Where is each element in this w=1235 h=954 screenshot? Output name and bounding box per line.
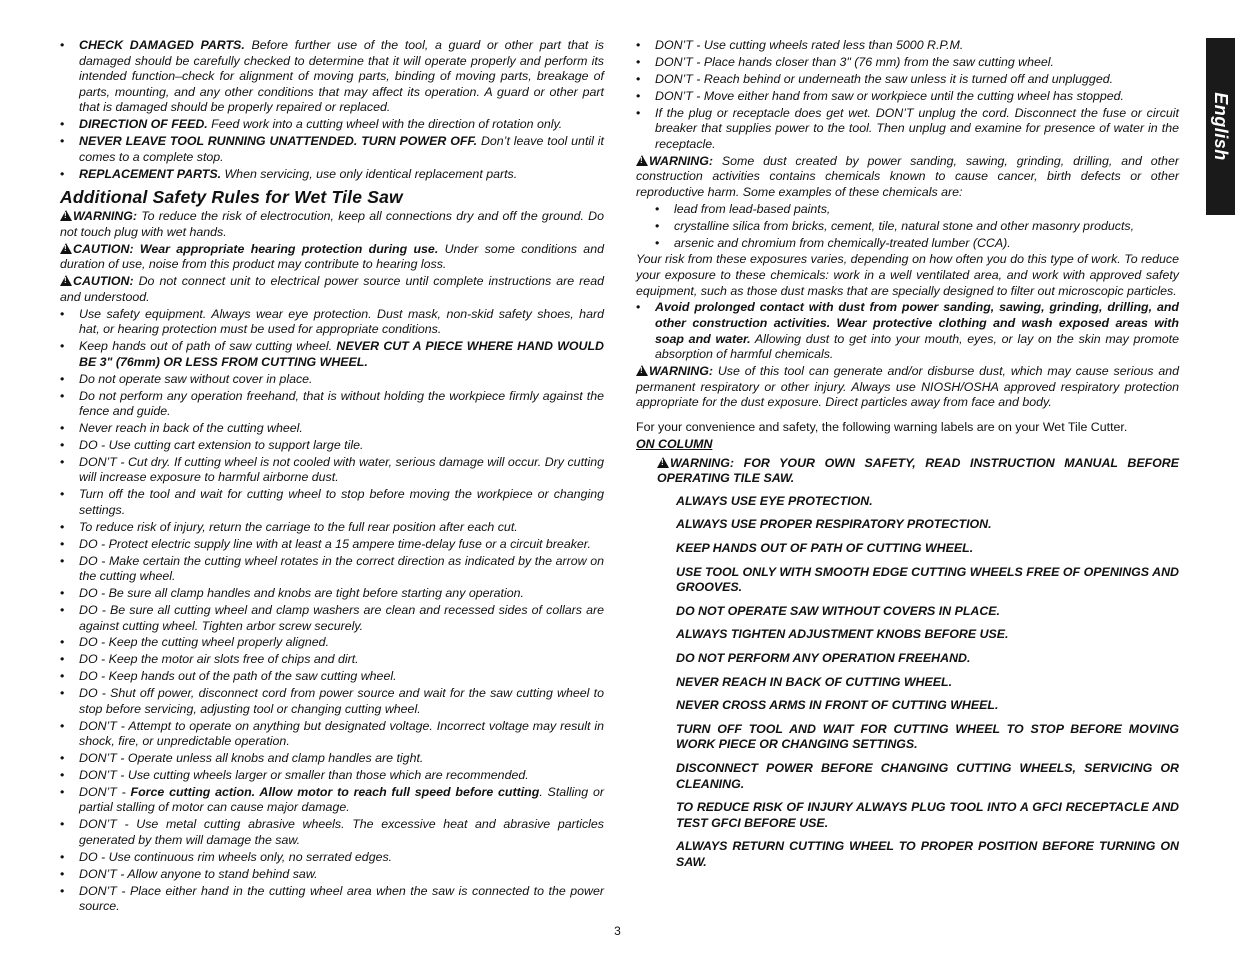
- warning-triangle-icon: [60, 243, 72, 254]
- list-item: USE TOOL ONLY WITH SMOOTH EDGE CUTTING WHEELS FREE OF OPENINGS AND GROOVES.: [676, 564, 1179, 595]
- warning-triangle-icon: [636, 155, 648, 166]
- list-item: • Keep hands out of path of saw cutting wheel. NEVER CUT A PIECE WHERE HAND WOULD BE 3" (76mm) OR LESS FROM CUTTING WHEEL.: [60, 339, 604, 370]
- list-item: • DON’T - Attempt to operate on anything but designated voltage. Incorrect voltage may result in shock, fire, or unpredictable operation.: [60, 719, 604, 750]
- list-item: • DON’T - Reach behind or underneath the saw unless it is turned off and unplugged.: [636, 72, 1179, 88]
- list-item: • DO - Keep the cutting wheel properly aligned.: [60, 635, 604, 651]
- warning-triangle-icon: [60, 210, 72, 221]
- list-item: ALWAYS RETURN CUTTING WHEEL TO PROPER POSITION BEFORE TURNING ON SAW.: [676, 839, 1179, 869]
- on-column-heading: ON COLUMN: [636, 437, 713, 452]
- language-tab-label: English: [1211, 92, 1232, 161]
- list-item: • DO - Make certain the cutting wheel rotates in the correct direction as indicated by the arrow on the cutting wheel.: [60, 554, 604, 585]
- list-item: • To reduce risk of injury, return the carriage to the full rear position after each cut.: [60, 520, 604, 536]
- list-item: • Use safety equipment. Always wear eye protection. Dust mask, non-skid safety shoes, hard hat, or hearing protection must be used for appropriate conditions.: [60, 307, 604, 338]
- list-item: • crystalline silica from bricks, cement, tile, natural stone and other masonry products,: [655, 219, 1179, 235]
- caution-paragraph: !CAUTION: Wear appropriate hearing protection during use. Under some conditions and duration of use, noise from this product may contribute to hearing loss.: [60, 242, 604, 273]
- safety-bullet-list: [60, 307, 604, 915]
- list-item: DISCONNECT POWER BEFORE CHANGING CUTTING WHEELS, SERVICING OR CLEANING.: [676, 761, 1179, 791]
- list-item: • Never reach in back of the cutting wheel.: [60, 421, 604, 437]
- list-item: • lead from lead-based paints,: [655, 202, 1179, 218]
- list-item: • DO - Be sure all cutting wheel and clamp washers are clean and recessed sides of collars are against cutting wheel. Tighten arbor screw securely.: [60, 603, 604, 634]
- list-item: • DO - Shut off power, disconnect cord from power source and wait for the saw cutting wheel to stop before servicing, adjusting tool or changing cutting wheel.: [60, 686, 604, 717]
- list-item: TO REDUCE RISK OF INJURY ALWAYS PLUG TOOL INTO A GFCI RECEPTACLE AND TEST GFCI BEFORE USE.: [676, 800, 1179, 830]
- list-item: • DON’T - Place either hand in the cutting wheel area when the saw is connected to the power source.: [60, 884, 604, 915]
- list-item: • DON’T - Place hands closer than 3" (76 mm) from the saw cutting wheel.: [636, 55, 1179, 71]
- list-item: • DO - Be sure all clamp handles and knobs are tight before starting any operation.: [60, 586, 604, 602]
- list-item: • NEVER LEAVE TOOL RUNNING UNATTENDED. TURN POWER OFF. Don’t leave tool until it comes to a complete stop.: [60, 134, 604, 165]
- page-number: 3: [614, 924, 621, 938]
- list-item: ALWAYS USE EYE PROTECTION.: [676, 493, 873, 508]
- list-item: • DON’T - Use cutting wheels rated less than 5000 R.P.M.: [636, 38, 1179, 54]
- dont-bullet-list: [636, 38, 1179, 152]
- list-item: • DO - Keep hands out of the path of the saw cutting wheel.: [60, 669, 604, 685]
- list-item: • DON’T - Move either hand from saw or workpiece until the cutting wheel has stopped.: [636, 89, 1179, 105]
- list-item: TURN OFF TOOL AND WAIT FOR CUTTING WHEEL TO STOP BEFORE MOVING WORK PIECE OR CHANGING SETTINGS.: [676, 721, 1179, 752]
- spacer: [636, 412, 1179, 420]
- list-item: • DON’T - Allow anyone to stand behind saw.: [60, 867, 604, 883]
- list-item: • DO - Use cutting cart extension to support large tile.: [60, 438, 604, 454]
- list-item: • DON’T - Use cutting wheels larger or smaller than those which are recommended.: [60, 768, 604, 784]
- chemical-list: [636, 202, 1179, 251]
- warning-triangle-icon: [60, 275, 72, 286]
- list-item: ALWAYS USE PROPER RESPIRATORY PROTECTION.: [676, 517, 992, 532]
- left-column: [60, 38, 604, 916]
- list-item: • REPLACEMENT PARTS. When servicing, use only identical replacement parts.: [60, 167, 604, 183]
- warning-paragraph: !WARNING: Some dust created by power sanding, sawing, grinding, drilling, and other construction activities contains chemicals known to cause cancer, birth defects or other reproductive harm. Some examples of these chemicals are:: [636, 154, 1179, 201]
- list-item: • DON’T - Force cutting action. Allow motor to reach full speed before cutting. Stalling or partial stalling of motor can cause major damage.: [60, 785, 604, 816]
- list-item: KEEP HANDS OUT OF PATH OF CUTTING WHEEL.: [676, 541, 974, 556]
- list-item: • Turn off the tool and wait for cutting wheel to stop before moving the workpiece or changing settings.: [60, 487, 604, 518]
- list-item: • Avoid prolonged contact with dust from power sanding, sawing, grinding, drilling, and other construction activities. Wear protective clothing and wash exposed areas with soap and water. Allowing dust to get into your mouth, eyes, or lay on the skin may promote absorption of harmful chemicals.: [636, 300, 1179, 362]
- list-item: • DIRECTION OF FEED. Feed work into a cutting wheel with the direction of rotation only.: [60, 117, 604, 133]
- list-item: • Do not operate saw without cover in place.: [60, 372, 604, 388]
- warning-label-list: [636, 494, 1179, 871]
- warning-triangle-icon: [636, 365, 648, 376]
- section-heading: Additional Safety Rules for Wet Tile Saw: [60, 187, 403, 208]
- list-item: • arsenic and chromium from chemically-treated lumber (CCA).: [655, 236, 1179, 252]
- warning-triangle-icon: [657, 457, 669, 468]
- list-item: • DO - Protect electric supply line with at least a 15 ampere time-delay fuse or a circuit breaker.: [60, 537, 604, 553]
- list-item: • DO - Use continuous rim wheels only, no serrated edges.: [60, 850, 604, 866]
- list-item: NEVER CROSS ARMS IN FRONT OF CUTTING WHEEL.: [676, 698, 999, 713]
- avoid-dust-list: [636, 300, 1179, 362]
- list-item: • DON’T - Operate unless all knobs and clamp handles are tight.: [60, 751, 604, 767]
- list-item: • DON’T - Cut dry. If cutting wheel is not cooled with water, serious damage will occur. Dry cutting will increase exposure to harmful airborne dust.: [60, 455, 604, 486]
- list-item: NEVER REACH IN BACK OF CUTTING WHEEL.: [676, 674, 953, 689]
- right-column: [636, 38, 1179, 879]
- list-item: ALWAYS TIGHTEN ADJUSTMENT KNOBS BEFORE USE.: [676, 627, 1009, 642]
- label-warning: !WARNING: FOR YOUR OWN SAFETY, READ INSTRUCTION MANUAL BEFORE OPERATING TILE SAW.: [657, 456, 1179, 487]
- language-tab: [1206, 38, 1235, 215]
- warning-paragraph: !WARNING: To reduce the risk of electrocution, keep all connections dry and off the ground. Do not touch plug with wet hands.: [60, 209, 604, 240]
- list-item: DO NOT OPERATE SAW WITHOUT COVERS IN PLACE.: [676, 603, 1001, 618]
- top-bullet-list: [60, 38, 604, 182]
- list-item: DO NOT PERFORM ANY OPERATION FREEHAND.: [676, 651, 971, 666]
- labels-intro: For your convenience and safety, the following warning labels are on your Wet Tile Cutter.: [636, 420, 1128, 435]
- risk-paragraph: Your risk from these exposures varies, depending on how often you do this type of work. To reduce your exposure to these chemicals: work in a well ventilated area, and work with approved safety equipment, such as those dust masks that are specially designed to filter out microscopic particles.: [636, 252, 1179, 298]
- list-item: • DO - Keep the motor air slots free of chips and dirt.: [60, 652, 604, 668]
- list-item: • DON’T - Use metal cutting abrasive wheels. The excessive heat and abrasive particles generated by them will damage the saw.: [60, 817, 604, 848]
- warning-paragraph: !WARNING: Use of this tool can generate and/or disburse dust, which may cause serious and permanent respiratory or other injury. Always use NIOSH/OSHA approved respiratory protection appropriate for the dust exposure. Direct particles away from face and body.: [636, 364, 1179, 411]
- list-item: • Do not perform any operation freehand, that is without holding the workpiece firmly against the fence and guide.: [60, 389, 604, 420]
- list-item: • CHECK DAMAGED PARTS. Before further use of the tool, a guard or other part that is damaged should be carefully checked to determine that it will operate properly and perform its intended function–check for alignment of moving parts, binding of moving parts, breakage of parts, mounting, and any other conditions that may affect its operation. A guard or other part that is damaged should be properly repaired or replaced.: [60, 38, 604, 116]
- caution-paragraph: !CAUTION: Do not connect unit to electrical power source until complete instructions are read and understood.: [60, 274, 604, 305]
- list-item: • If the plug or receptacle does get wet. DON’T unplug the cord. Disconnect the fuse or circuit breaker that supplies power to the tool. Then unplug and examine for presence of water in the receptacle.: [636, 106, 1179, 153]
